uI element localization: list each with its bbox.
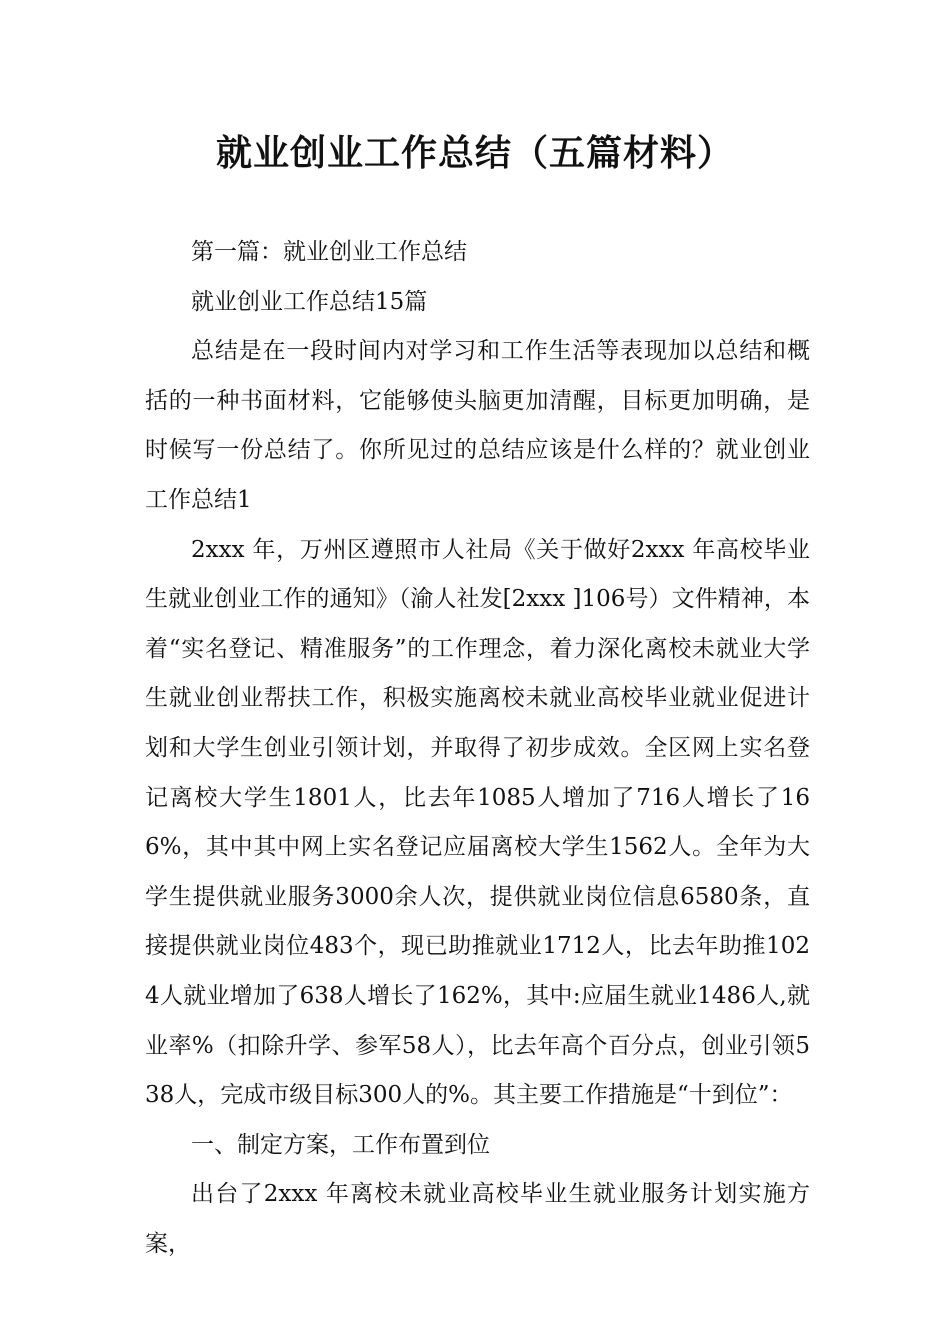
section-heading: 第一篇：就业创业工作总结 (191, 239, 467, 265)
measure-paragraph: 出台了2xxx 年离校未就业高校毕业生就业服务计划实施方案， (145, 1181, 810, 1257)
subtitle-paragraph: 就业创业工作总结15篇 (191, 288, 428, 315)
measure-heading: 一、制定方案，工作布置到位 (191, 1131, 490, 1158)
summary-paragraph: 2xxx 年，万州区遵照市人社局《关于做好2xxx 年高校毕业生就业创业工作的通知》（渝人社发[2xxx ]106号）文件精神，本着“实名登记、精准服务”的工作理念，着力深化离校未就业大学生就业创业帮扶工作，积极实施离校未就业高校毕业就业促进计划和大学生创业引领计划，并取得了初步成效。全区网上实名登记离校大学生1801人，比去年1085人增加了716人增长了166%，其中其中网上实名登记应届离校大学生1562人。全年为大学生提供就业服务3000余人次，提供就业岗位信息6580条，直接提供就业岗位483个，现已助推就业1712人，比去年助推1024人就业增加了638人增长了162%，其中:应届生就业1486人,就业率%（扣除升学、参军58人），比去年高个百分点，创业引领538人，完成市级目标300人的%。其主要工作措施是“十到位”： (145, 536, 810, 1109)
document-title: 就业创业工作总结（五篇材料） (215, 133, 734, 174)
intro-paragraph: 总结是在一段时间内对学习和工作生活等表现加以总结和概括的一种书面材料，它能够使头脑更加清醒，目标更加明确，是时候写一份总结了。你所见过的总结应该是什么样的？就业创业工作总结1 (145, 338, 810, 513)
document-body (145, 228, 810, 1269)
